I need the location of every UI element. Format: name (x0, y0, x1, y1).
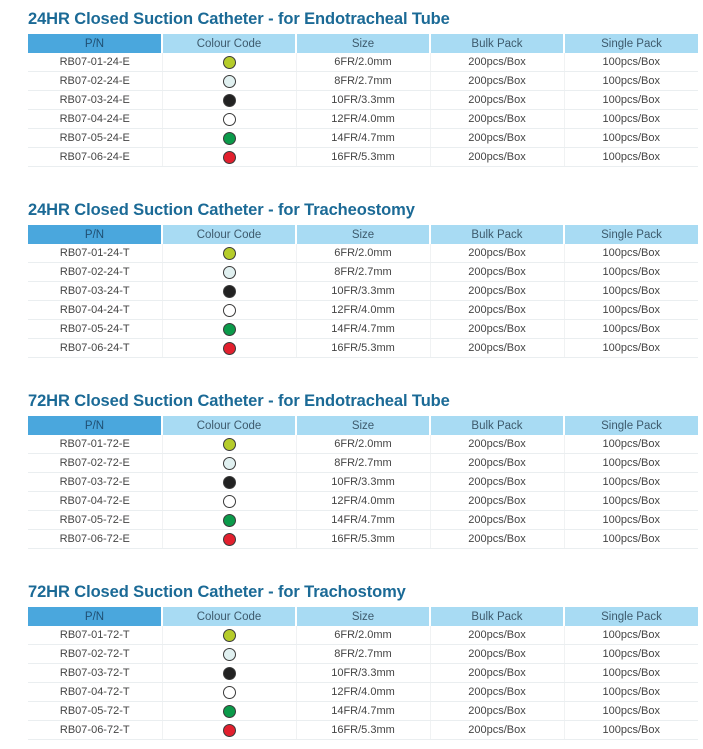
colour-dot-white-icon (223, 686, 236, 699)
colour-dot-black-icon (223, 94, 236, 107)
pn-cell: RB07-04-72-E (28, 492, 162, 511)
size-cell: 6FR/2.0mm (296, 53, 430, 72)
single-pack-cell: 100pcs/Box (564, 530, 698, 549)
table-row (28, 72, 698, 91)
single-pack-cell: 100pcs/Box (564, 626, 698, 645)
colour-dot-green-icon (223, 705, 236, 718)
bulk-pack-cell: 200pcs/Box (430, 435, 564, 454)
table-row (28, 492, 698, 511)
size-cell: 8FR/2.7mm (296, 454, 430, 473)
table-header-row (28, 225, 698, 244)
table-row (28, 435, 698, 454)
table-row (28, 530, 698, 549)
table-row (28, 282, 698, 301)
colour-code-cell (162, 702, 296, 721)
pn-cell: RB07-06-72-T (28, 721, 162, 740)
colour-dot-red-icon (223, 342, 236, 355)
table-row (28, 721, 698, 740)
header-single-pack: Single Pack (564, 416, 698, 435)
pn-cell: RB07-06-24-T (28, 339, 162, 358)
catheter-section-3 (28, 390, 698, 549)
bulk-pack-cell: 200pcs/Box (430, 530, 564, 549)
bulk-pack-cell: 200pcs/Box (430, 282, 564, 301)
colour-dot-pale-icon (223, 457, 236, 470)
table-row (28, 339, 698, 358)
colour-code-cell (162, 511, 296, 530)
colour-code-cell (162, 664, 296, 683)
colour-code-cell (162, 282, 296, 301)
pn-cell: RB07-06-24-E (28, 148, 162, 167)
colour-dot-pale-icon (223, 75, 236, 88)
table-row (28, 244, 698, 263)
colour-code-cell (162, 473, 296, 492)
pn-cell: RB07-02-72-E (28, 454, 162, 473)
colour-code-cell (162, 301, 296, 320)
bulk-pack-cell: 200pcs/Box (430, 511, 564, 530)
table-row (28, 511, 698, 530)
bulk-pack-cell: 200pcs/Box (430, 320, 564, 339)
single-pack-cell: 100pcs/Box (564, 282, 698, 301)
colour-code-cell (162, 129, 296, 148)
pn-cell: RB07-05-24-T (28, 320, 162, 339)
table-row (28, 53, 698, 72)
single-pack-cell: 100pcs/Box (564, 339, 698, 358)
single-pack-cell: 100pcs/Box (564, 702, 698, 721)
pn-cell: RB07-04-24-T (28, 301, 162, 320)
bulk-pack-cell: 200pcs/Box (430, 339, 564, 358)
size-cell: 16FR/5.3mm (296, 339, 430, 358)
table-row (28, 645, 698, 664)
spec-table (28, 225, 698, 358)
bulk-pack-cell: 200pcs/Box (430, 721, 564, 740)
colour-code-cell (162, 148, 296, 167)
spec-table (28, 607, 698, 740)
pn-cell: RB07-02-72-T (28, 645, 162, 664)
table-row (28, 702, 698, 721)
table-row (28, 148, 698, 167)
table-row (28, 683, 698, 702)
pn-cell: RB07-04-72-T (28, 683, 162, 702)
pn-cell: RB07-03-24-E (28, 91, 162, 110)
single-pack-cell: 100pcs/Box (564, 721, 698, 740)
size-cell: 6FR/2.0mm (296, 435, 430, 454)
size-cell: 12FR/4.0mm (296, 110, 430, 129)
size-cell: 14FR/4.7mm (296, 320, 430, 339)
table-row (28, 454, 698, 473)
single-pack-cell: 100pcs/Box (564, 263, 698, 282)
bulk-pack-cell: 200pcs/Box (430, 473, 564, 492)
colour-dot-pale-icon (223, 648, 236, 661)
header-size: Size (296, 34, 430, 53)
pn-cell: RB07-03-72-E (28, 473, 162, 492)
table-row (28, 626, 698, 645)
size-cell: 8FR/2.7mm (296, 72, 430, 91)
size-cell: 16FR/5.3mm (296, 721, 430, 740)
single-pack-cell: 100pcs/Box (564, 473, 698, 492)
size-cell: 14FR/4.7mm (296, 129, 430, 148)
colour-dot-lime-icon (223, 438, 236, 451)
single-pack-cell: 100pcs/Box (564, 129, 698, 148)
colour-code-cell (162, 435, 296, 454)
size-cell: 10FR/3.3mm (296, 473, 430, 492)
size-cell: 8FR/2.7mm (296, 645, 430, 664)
pn-cell: RB07-05-24-E (28, 129, 162, 148)
bulk-pack-cell: 200pcs/Box (430, 263, 564, 282)
header-bulk-pack: Bulk Pack (430, 416, 564, 435)
table-row (28, 263, 698, 282)
colour-code-cell (162, 530, 296, 549)
spec-table (28, 34, 698, 167)
header-single-pack: Single Pack (564, 607, 698, 626)
colour-code-cell (162, 339, 296, 358)
pn-cell: RB07-01-72-E (28, 435, 162, 454)
single-pack-cell: 100pcs/Box (564, 435, 698, 454)
header-colour-code: Colour Code (162, 416, 296, 435)
header-colour-code: Colour Code (162, 34, 296, 53)
pn-cell: RB07-05-72-E (28, 511, 162, 530)
section-title: 72HR Closed Suction Catheter - for Trachostomy (28, 583, 406, 601)
size-cell: 12FR/4.0mm (296, 492, 430, 511)
colour-code-cell (162, 454, 296, 473)
bulk-pack-cell: 200pcs/Box (430, 91, 564, 110)
header-colour-code: Colour Code (162, 225, 296, 244)
single-pack-cell: 100pcs/Box (564, 320, 698, 339)
colour-code-cell (162, 320, 296, 339)
colour-dot-pale-icon (223, 266, 236, 279)
table-header-row (28, 607, 698, 626)
size-cell: 8FR/2.7mm (296, 263, 430, 282)
colour-code-cell (162, 263, 296, 282)
colour-code-cell (162, 645, 296, 664)
size-cell: 10FR/3.3mm (296, 664, 430, 683)
table-row (28, 301, 698, 320)
bulk-pack-cell: 200pcs/Box (430, 664, 564, 683)
bulk-pack-cell: 200pcs/Box (430, 454, 564, 473)
header-size: Size (296, 416, 430, 435)
section-title: 24HR Closed Suction Catheter - for Tracheostomy (28, 201, 415, 219)
table-header-row (28, 34, 698, 53)
size-cell: 10FR/3.3mm (296, 91, 430, 110)
bulk-pack-cell: 200pcs/Box (430, 702, 564, 721)
single-pack-cell: 100pcs/Box (564, 244, 698, 263)
colour-code-cell (162, 72, 296, 91)
colour-dot-lime-icon (223, 629, 236, 642)
bulk-pack-cell: 200pcs/Box (430, 683, 564, 702)
pn-cell: RB07-01-24-T (28, 244, 162, 263)
single-pack-cell: 100pcs/Box (564, 645, 698, 664)
single-pack-cell: 100pcs/Box (564, 492, 698, 511)
colour-code-cell (162, 492, 296, 511)
table-row (28, 129, 698, 148)
bulk-pack-cell: 200pcs/Box (430, 110, 564, 129)
header-colour-code: Colour Code (162, 607, 296, 626)
header-pn: P/N (28, 225, 162, 244)
colour-dot-red-icon (223, 151, 236, 164)
table-row (28, 91, 698, 110)
colour-dot-red-icon (223, 533, 236, 546)
header-bulk-pack: Bulk Pack (430, 225, 564, 244)
header-single-pack: Single Pack (564, 225, 698, 244)
single-pack-cell: 100pcs/Box (564, 301, 698, 320)
bulk-pack-cell: 200pcs/Box (430, 301, 564, 320)
spec-table (28, 416, 698, 549)
section-title: 24HR Closed Suction Catheter - for Endotracheal Tube (28, 10, 450, 28)
colour-dot-green-icon (223, 514, 236, 527)
single-pack-cell: 100pcs/Box (564, 683, 698, 702)
header-bulk-pack: Bulk Pack (430, 607, 564, 626)
colour-code-cell (162, 110, 296, 129)
single-pack-cell: 100pcs/Box (564, 454, 698, 473)
colour-dot-white-icon (223, 495, 236, 508)
colour-dot-black-icon (223, 285, 236, 298)
single-pack-cell: 100pcs/Box (564, 72, 698, 91)
colour-code-cell (162, 626, 296, 645)
catheter-section-2 (28, 199, 698, 358)
single-pack-cell: 100pcs/Box (564, 148, 698, 167)
bulk-pack-cell: 200pcs/Box (430, 645, 564, 664)
bulk-pack-cell: 200pcs/Box (430, 72, 564, 91)
catheter-section-1 (28, 8, 698, 167)
pn-cell: RB07-01-72-T (28, 626, 162, 645)
colour-code-cell (162, 683, 296, 702)
bulk-pack-cell: 200pcs/Box (430, 626, 564, 645)
header-pn: P/N (28, 34, 162, 53)
table-row (28, 110, 698, 129)
colour-code-cell (162, 91, 296, 110)
size-cell: 14FR/4.7mm (296, 702, 430, 721)
table-row (28, 473, 698, 492)
table-row (28, 320, 698, 339)
pn-cell: RB07-05-72-T (28, 702, 162, 721)
colour-dot-lime-icon (223, 56, 236, 69)
colour-dot-red-icon (223, 724, 236, 737)
colour-dot-white-icon (223, 113, 236, 126)
pn-cell: RB07-03-72-T (28, 664, 162, 683)
header-single-pack: Single Pack (564, 34, 698, 53)
size-cell: 16FR/5.3mm (296, 148, 430, 167)
pn-cell: RB07-03-24-T (28, 282, 162, 301)
bulk-pack-cell: 200pcs/Box (430, 492, 564, 511)
colour-code-cell (162, 721, 296, 740)
table-header-row (28, 416, 698, 435)
pn-cell: RB07-04-24-E (28, 110, 162, 129)
header-size: Size (296, 607, 430, 626)
header-pn: P/N (28, 607, 162, 626)
colour-dot-white-icon (223, 304, 236, 317)
single-pack-cell: 100pcs/Box (564, 110, 698, 129)
size-cell: 16FR/5.3mm (296, 530, 430, 549)
single-pack-cell: 100pcs/Box (564, 53, 698, 72)
pn-cell: RB07-01-24-E (28, 53, 162, 72)
size-cell: 12FR/4.0mm (296, 301, 430, 320)
pn-cell: RB07-02-24-E (28, 72, 162, 91)
header-bulk-pack: Bulk Pack (430, 34, 564, 53)
header-size: Size (296, 225, 430, 244)
colour-dot-lime-icon (223, 247, 236, 260)
pn-cell: RB07-02-24-T (28, 263, 162, 282)
catheter-section-4 (28, 581, 698, 740)
header-pn: P/N (28, 416, 162, 435)
table-row (28, 664, 698, 683)
size-cell: 14FR/4.7mm (296, 511, 430, 530)
size-cell: 6FR/2.0mm (296, 626, 430, 645)
bulk-pack-cell: 200pcs/Box (430, 148, 564, 167)
size-cell: 10FR/3.3mm (296, 282, 430, 301)
single-pack-cell: 100pcs/Box (564, 511, 698, 530)
bulk-pack-cell: 200pcs/Box (430, 129, 564, 148)
bulk-pack-cell: 200pcs/Box (430, 53, 564, 72)
section-title: 72HR Closed Suction Catheter - for Endotracheal Tube (28, 392, 450, 410)
bulk-pack-cell: 200pcs/Box (430, 244, 564, 263)
colour-dot-green-icon (223, 323, 236, 336)
single-pack-cell: 100pcs/Box (564, 664, 698, 683)
colour-dot-black-icon (223, 476, 236, 489)
colour-dot-black-icon (223, 667, 236, 680)
size-cell: 12FR/4.0mm (296, 683, 430, 702)
size-cell: 6FR/2.0mm (296, 244, 430, 263)
pn-cell: RB07-06-72-E (28, 530, 162, 549)
colour-code-cell (162, 53, 296, 72)
colour-code-cell (162, 244, 296, 263)
single-pack-cell: 100pcs/Box (564, 91, 698, 110)
colour-dot-green-icon (223, 132, 236, 145)
